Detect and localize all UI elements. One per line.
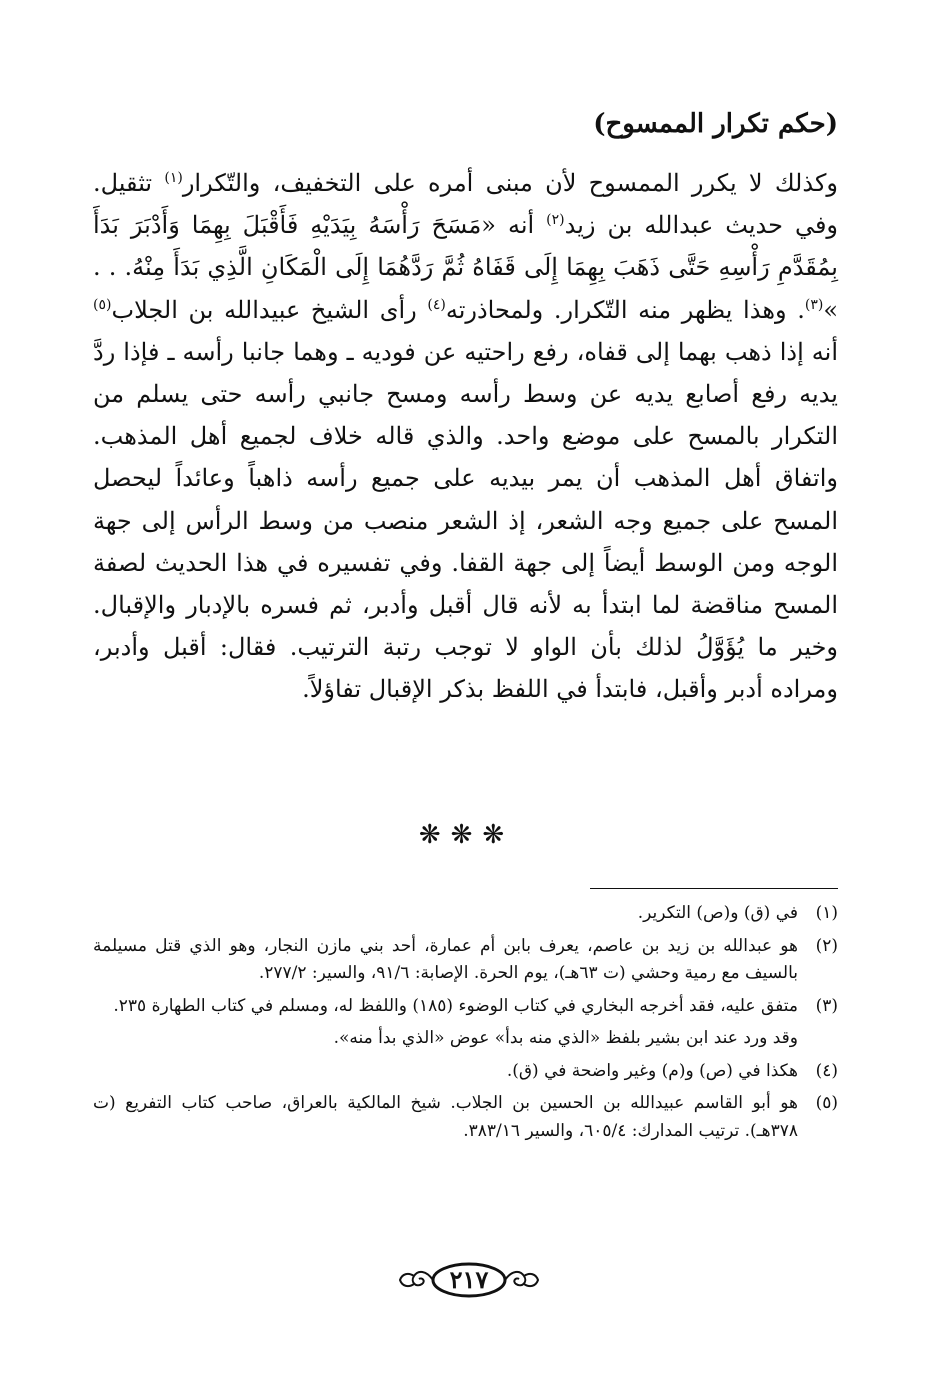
footnote-number: (١)	[815, 903, 838, 923]
main-paragraph	[93, 162, 838, 711]
footnote-text: متفق عليه، فقد أخرجه البخاري في كتاب الوضوء (١٨٥) واللفظ له، ومسلم في كتاب الطهارة ٢٣٥.	[113, 995, 798, 1016]
body-text-part-1: وكذلك لا يكرر الممسوح لأن مبنى أمره على التخفيف، والتّكرار	[182, 169, 838, 197]
footnote-number: (٣)	[815, 995, 838, 1016]
footnote-number: (٤)	[815, 1060, 838, 1081]
footnote-number: (٥)	[815, 1093, 838, 1113]
footnote-divider	[590, 888, 838, 889]
body-text-part-3: أنه «مَسَحَ رَأْسَهُ بِيَدَيْهِ فَأَقْبَلَ بِهِمَا وَأَدْبَرَ بَدَأَ بِمُقَدَّمِ رَأْسِهِ حَتَّى ذَهَبَ بِهِمَا إِلَى قَفَاهُ ثُمَّ رَدَّهُمَا إِلَى الْمَكَانِ الَّذِي بَدَأَ مِنْهُ. . . »	[93, 211, 838, 324]
footnote-ref-4: (٤)	[427, 296, 446, 313]
body-text-part-5: رأى الشيخ عبيدالله بن الجلاب	[111, 295, 428, 324]
body-text-part-4: . وهذا يظهر منه التّكرار. ولمحاذرته	[445, 295, 805, 324]
footnote-2	[93, 933, 838, 988]
footnote-text: هو أبو القاسم عبيدالله بن الحسين بن الجلاب. شيخ المالكية بالعراق، صاحب كتاب التفريع (ت ٣٧٨هـ). ترتيب المدارك: ٦٠٥/٤، والسير ٣٨٣/١٦.	[93, 1093, 798, 1141]
section-separator-asterisks: ❋❋❋	[418, 820, 515, 850]
section-heading: (حكم تكرار الممسوح)	[593, 109, 838, 139]
footnote-text: هو عبدالله بن زيد بن عاصم، يعرف بابن أم عمارة، أحد بني مازن النجار، وهو الذي قتل مسيلمة بالسيف مع رمية وحشي (ت ٦٣هـ)، يوم الحرة. الإصابة: ٩١/٦، والسير: ٢٧٧/٢.	[93, 935, 798, 983]
footnote-text: هكذا في (ص) و(م) وغير واضحة في (ق).	[506, 1060, 798, 1081]
body-text-part-6: أنه إذا ذهب بهما إلى قفاه، رفع راحتيه عن فوديه ـ وهما جانبا رأسه ـ فإذا ردَّ يديه رفع أصابع يديه عن وسط رأسه ومسح جانبي رأسه حتى يسلم من التكرار بالمسح على موضع واحد. والذي قاله خلاف لجميع أهل المذهب. واتفاق أهل المذهب أن يمر بيديه على جميع رأسه ذاهباً وعائداً ليحصل المسح على جميع وجه الشعر، إذ الشعر منصب من وسط الرأس إلى جهة الوجه ومن الوسط أيضاً إلى جهة القفا. وفي تفسيره في هذا الحديث لصفة المسح مناقضة لما ابتدأ به لأنه قال أقبل وأدبر، ثم فسره بالإدبار والإقبال. وخير ما يُؤَوَّلُ لذلك بأن الواو لا توجب رتبة الترتيب. فقال: أقبل وأدبر، ومراده أدبر وأقبل، فابتدأ في اللفظ بذكر الإقبال تفاؤلاً.	[93, 337, 838, 704]
body-text-part-2: تثقيل. وفي حديث عبدالله بن زيد	[93, 169, 839, 240]
footnote-ref-1: (١)	[164, 170, 183, 186]
footnote-3-continuation: وقد ورد عند ابن بشير بلفظ «الذي منه بدأ» عوض «الذي بدأ منه».	[333, 1028, 798, 1048]
footnote-number: (٢)	[815, 935, 838, 956]
footnote-ref-2: (٢)	[546, 212, 565, 229]
footnote-4	[93, 1058, 838, 1086]
page-number: ٢١٧	[449, 1265, 489, 1294]
footnote-ref-3: (٣)	[804, 296, 824, 313]
footnote-1	[93, 900, 838, 928]
footnote-5	[93, 1090, 838, 1145]
footnote-ref-5: (٥)	[93, 296, 112, 313]
footnote-3	[93, 993, 838, 1021]
footnotes	[93, 900, 838, 1150]
page-number-ornament	[396, 1260, 542, 1300]
footnote-text: في (ق) و(ص) التكرير.	[637, 903, 798, 923]
